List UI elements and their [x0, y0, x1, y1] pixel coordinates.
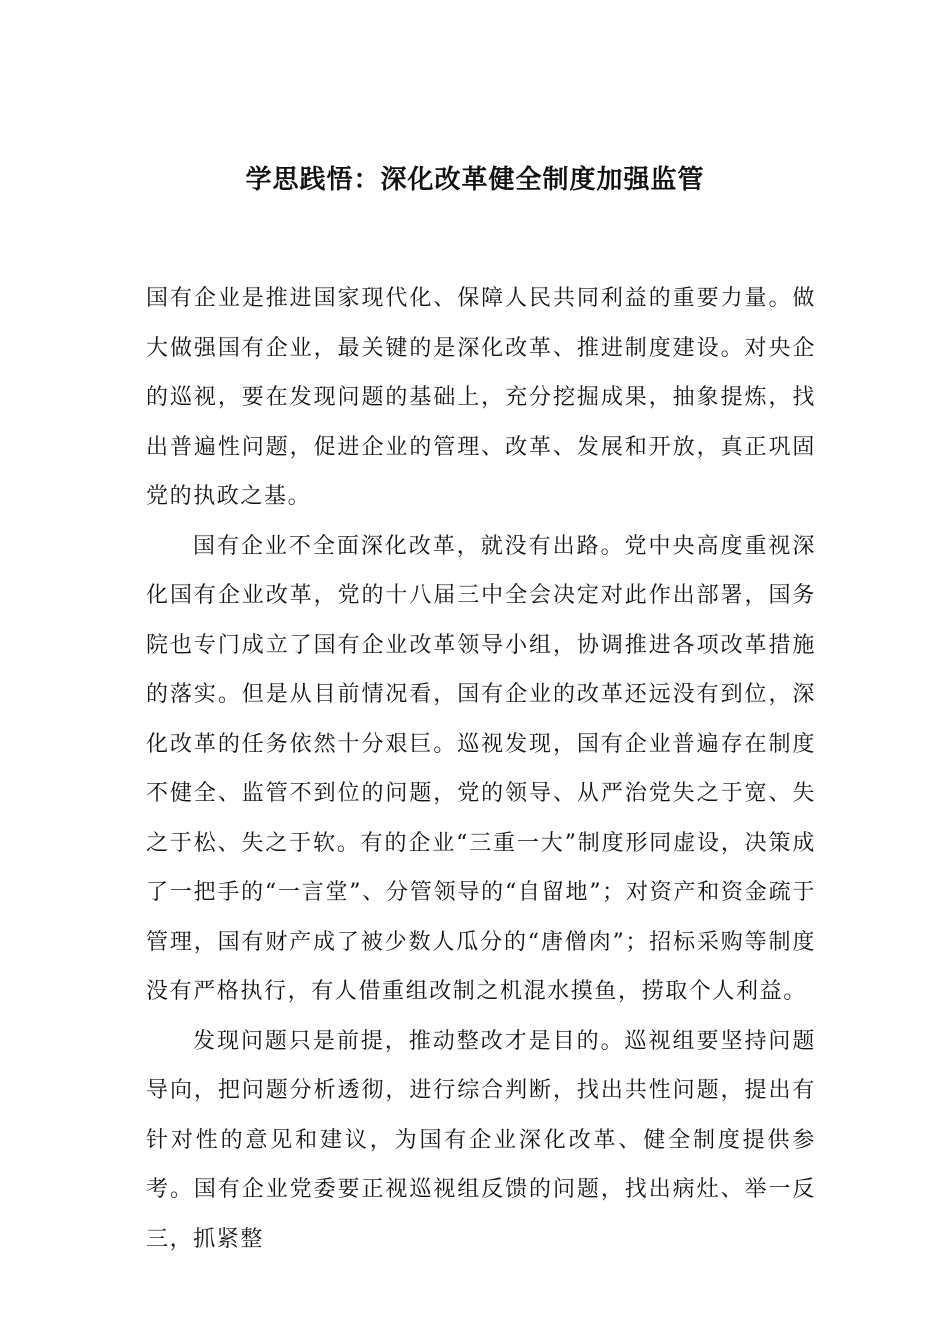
paragraph-3: 发现问题只是前提，推动整改才是目的。巡视组要坚持问题导向，把问题分析透彻，进行综合判断，找出共性问题，提出有针对性的意见和建议，为国有企业深化改革、健全制度提供参考。国有企业党委要正视巡视组反馈的问题，找出病灶、举一反三，抓紧整 — [146, 1028, 816, 1252]
paragraph-1: 国有企业是推进国家现代化、保障人民共同利益的重要力量。做大做强国有企业，最关键的是深化改革、推进制度建设。对央企的巡视，要在发现问题的基础上，充分挖掘成果，抽象提炼，找出普遍性问题，促进企业的管理、改革、发展和开放，真正巩固党的执政之基。 — [146, 286, 816, 509]
document-title: 学思践悟：深化改革健全制度加强监管 — [245, 165, 705, 195]
paragraph-2: 国有企业不全面深化改革，就没有出路。党中央高度重视深化国有企业改革，党的十八届三中全会决定对此作出部署，国务院也专门成立了国有企业改革领导小组，协调推进各项改革措施的落实。但是从目前情况看，国有企业的改革还远没有到位，深化改革的任务依然十分艰巨。巡视发现，国有企业普遍存在制度不健全、监管不到位的问题，党的领导、从严治党失之于宽、失之于松、失之于软。有的企业“三重一大”制度形同虚设，决策成了一把手的“一言堂”、分管领导的“自留地”；对资产和资金疏于管理，国有财产成了被少数人瓜分的“唐僧肉”；招标采购等制度没有严格执行，有人借重组改制之机混水摸鱼，捞取个人利益。 — [146, 533, 816, 1004]
document-body — [146, 274, 816, 1264]
